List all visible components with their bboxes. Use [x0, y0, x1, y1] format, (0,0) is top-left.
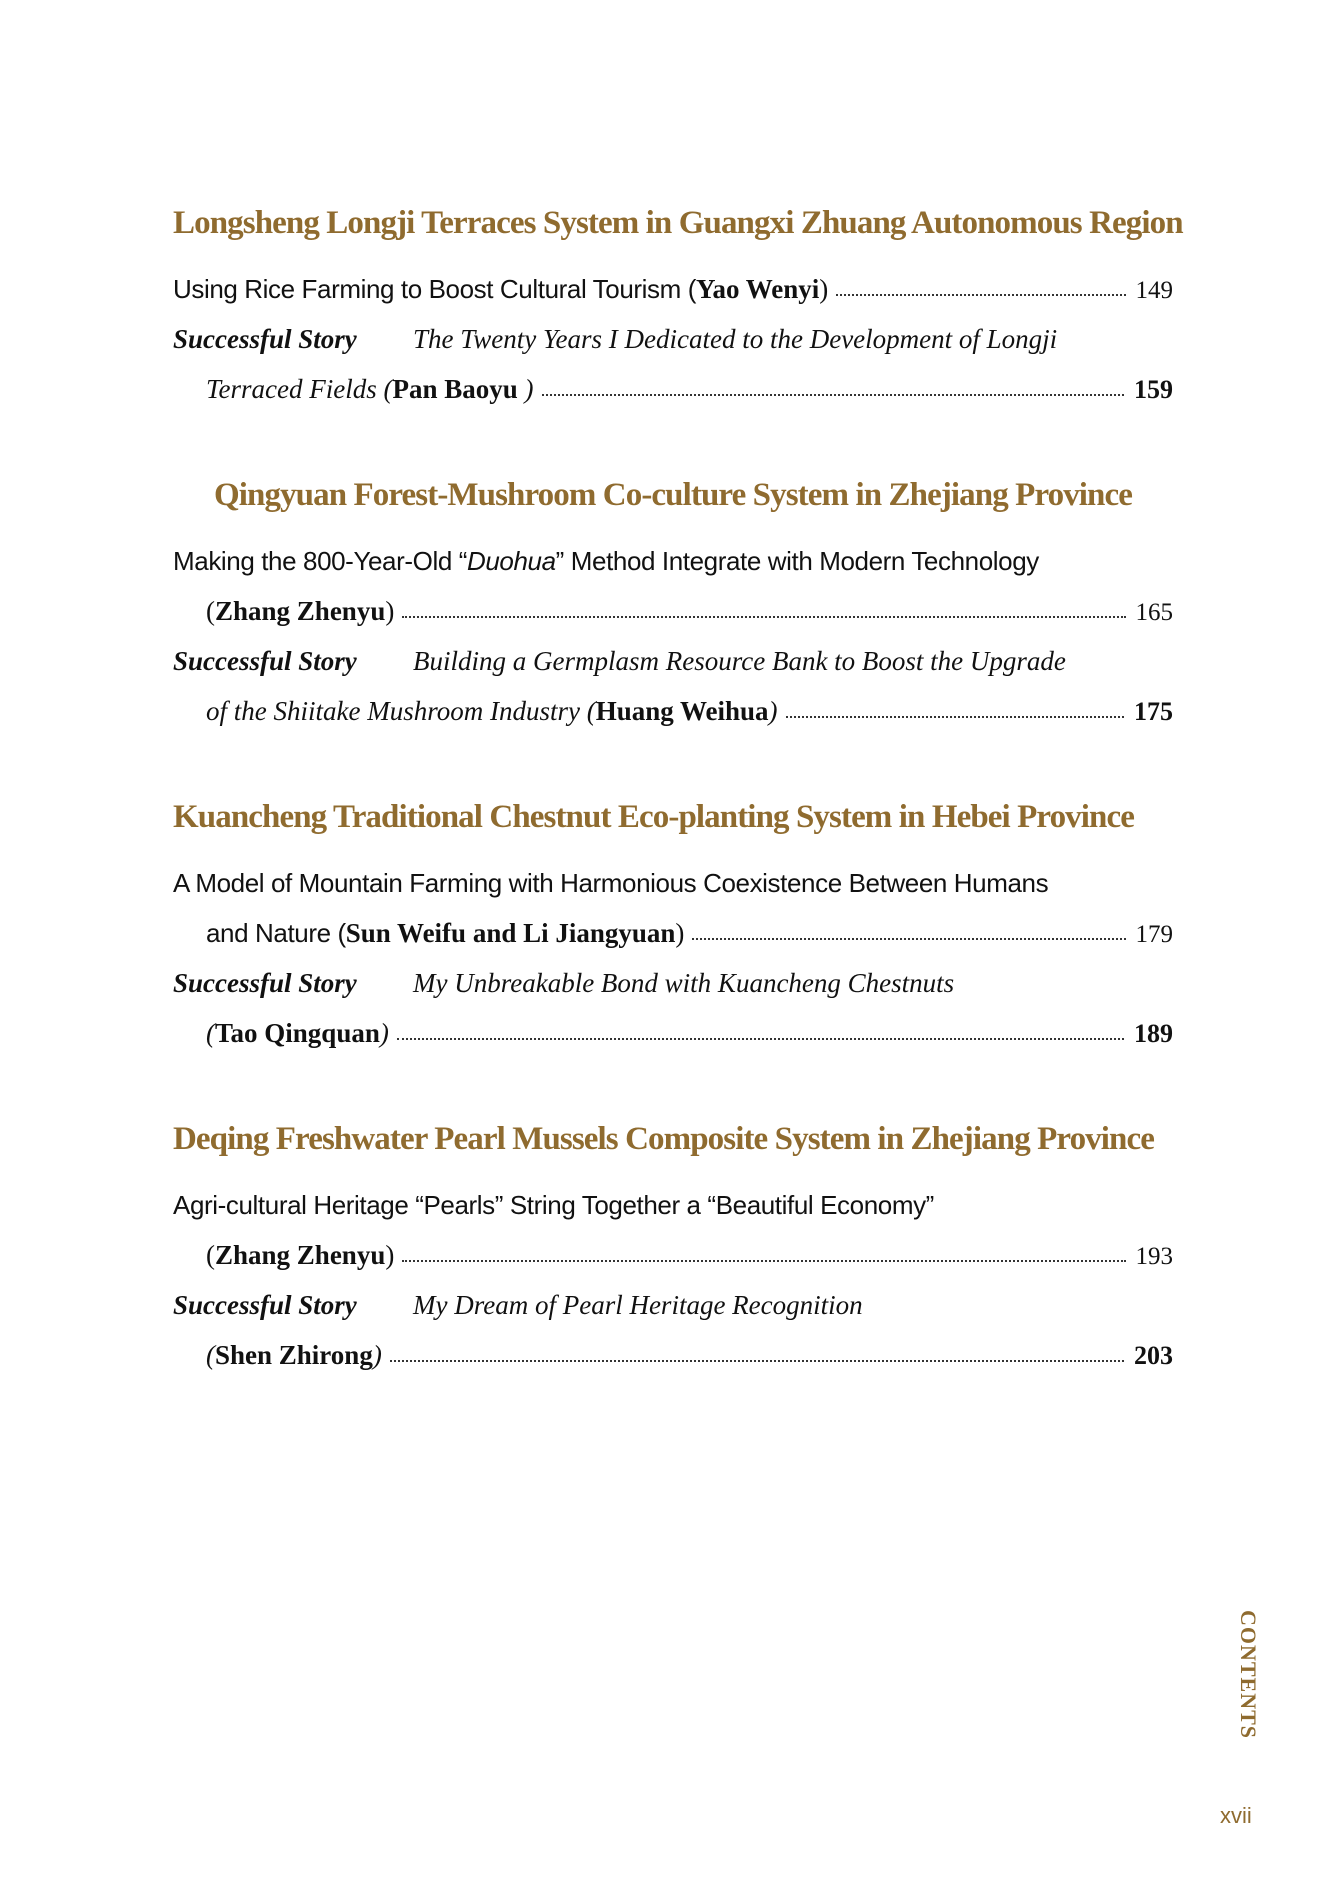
contents-side-label: CONTENTS — [1236, 1610, 1261, 1740]
leader-dots — [836, 294, 1125, 296]
story-label: Successful Story — [173, 646, 357, 676]
section-title: Kuancheng Traditional Chestnut Eco-planting System in Hebei Province — [173, 799, 1134, 835]
leader-dots — [402, 1260, 1125, 1262]
entry-title: Using Rice Farming to Boost Cultural Tourism — [173, 274, 681, 304]
leader-dots — [397, 1038, 1124, 1040]
story-author: Pan Baoyu — [392, 374, 518, 404]
section-title: Longsheng Longji Terraces System in Guangxi Zhuang Autonomous Region — [173, 205, 1183, 241]
toc-section-qingyuan — [173, 475, 1173, 727]
story-title-line1: The Twenty Years I Dedicated to the Development of Longji — [413, 324, 1058, 354]
toc-entry-article-cont[interactable]: and Nature ( Sun Weifu and Li Jiangyuan ) 179 — [206, 918, 1173, 948]
toc-entry-article[interactable]: Using Rice Farming to Boost Cultural Tourism ( Yao Wenyi ) 149 — [173, 274, 1173, 304]
toc-entry-story-cont[interactable]: ( Tao Qingquan ) 189 — [206, 1018, 1173, 1048]
leader-dots — [786, 716, 1124, 718]
toc-section-deqing — [173, 1119, 1173, 1371]
toc-entry-article-cont[interactable]: ( Zhang Zhenyu ) 165 — [206, 596, 1173, 626]
toc-entry-story-cont[interactable]: of the Shiitake Mushroom Industry ( Huang Weihua ) 175 — [206, 696, 1173, 726]
story-author: Huang Weihua — [595, 696, 769, 726]
toc-entry-story-cont[interactable]: ( Shen Zhirong ) 203 — [206, 1340, 1173, 1370]
leader-dots — [402, 616, 1125, 618]
entry-author: Yao Wenyi — [695, 274, 820, 304]
story-label: Successful Story — [173, 1290, 357, 1320]
toc-entry-story[interactable] — [173, 627, 1173, 677]
section-title: Qingyuan Forest-Mushroom Co-culture System in Zhejiang Province — [213, 477, 1133, 513]
story-author: Tao Qingquan — [215, 1018, 380, 1048]
story-title-line2: Terraced Fields — [206, 374, 377, 404]
toc-entry-article[interactable]: Making the 800-Year-Old “ Duohua ” Method Integrate with Modern Technology — [173, 546, 1039, 576]
story-label: Successful Story — [173, 968, 357, 998]
toc-entry-story-cont[interactable]: Terraced Fields ( Pan Baoyu ) 159 — [206, 374, 1173, 404]
leader-dots — [542, 394, 1124, 396]
story-label: Successful Story — [173, 324, 357, 354]
entry-author: Zhang Zhenyu — [215, 596, 386, 626]
story-title-line1: My Dream of Pearl Heritage Recognition — [413, 1290, 863, 1320]
toc-section-kuancheng — [173, 797, 1173, 1049]
toc-entry-story[interactable] — [173, 949, 1173, 999]
toc-entry-story[interactable] — [173, 1271, 1173, 1321]
toc-entry-article-cont[interactable]: ( Zhang Zhenyu ) 193 — [206, 1240, 1173, 1270]
page-number: 149 — [1135, 277, 1173, 304]
entry-author: Zhang Zhenyu — [215, 1240, 386, 1270]
toc-entry-article[interactable]: Agri-cultural Heritage “Pearls” String Together a “Beautiful Economy” — [173, 1190, 934, 1220]
toc-entry-article[interactable]: A Model of Mountain Farming with Harmonious Coexistence Between Humans — [173, 868, 1049, 898]
page-number: 193 — [1135, 1243, 1173, 1270]
story-title-line1: Building a Germplasm Resource Bank to Boost the Upgrade — [413, 646, 1066, 676]
page-number: 189 — [1134, 1019, 1173, 1048]
page-number: 165 — [1135, 599, 1173, 626]
page-number: 175 — [1134, 697, 1173, 726]
story-title-line1: My Unbreakable Bond with Kuancheng Chestnuts — [413, 968, 955, 998]
page-number: 159 — [1134, 375, 1173, 404]
page-number: 179 — [1135, 921, 1173, 948]
section-title: Deqing Freshwater Pearl Mussels Composite System in Zhejiang Province — [173, 1121, 1154, 1157]
page-number: 203 — [1134, 1341, 1173, 1370]
toc-entry-story[interactable] — [173, 305, 1173, 355]
story-title-line2: of the Shiitake Mushroom Industry — [206, 696, 580, 726]
entry-author: Sun Weifu and Li Jiangyuan — [345, 918, 676, 948]
story-author: Shen Zhirong — [215, 1340, 373, 1370]
leader-dots — [390, 1360, 1124, 1362]
page-folio: xvii — [1220, 1803, 1252, 1828]
leader-dots — [692, 938, 1125, 940]
toc-section-longsheng — [173, 203, 1183, 405]
